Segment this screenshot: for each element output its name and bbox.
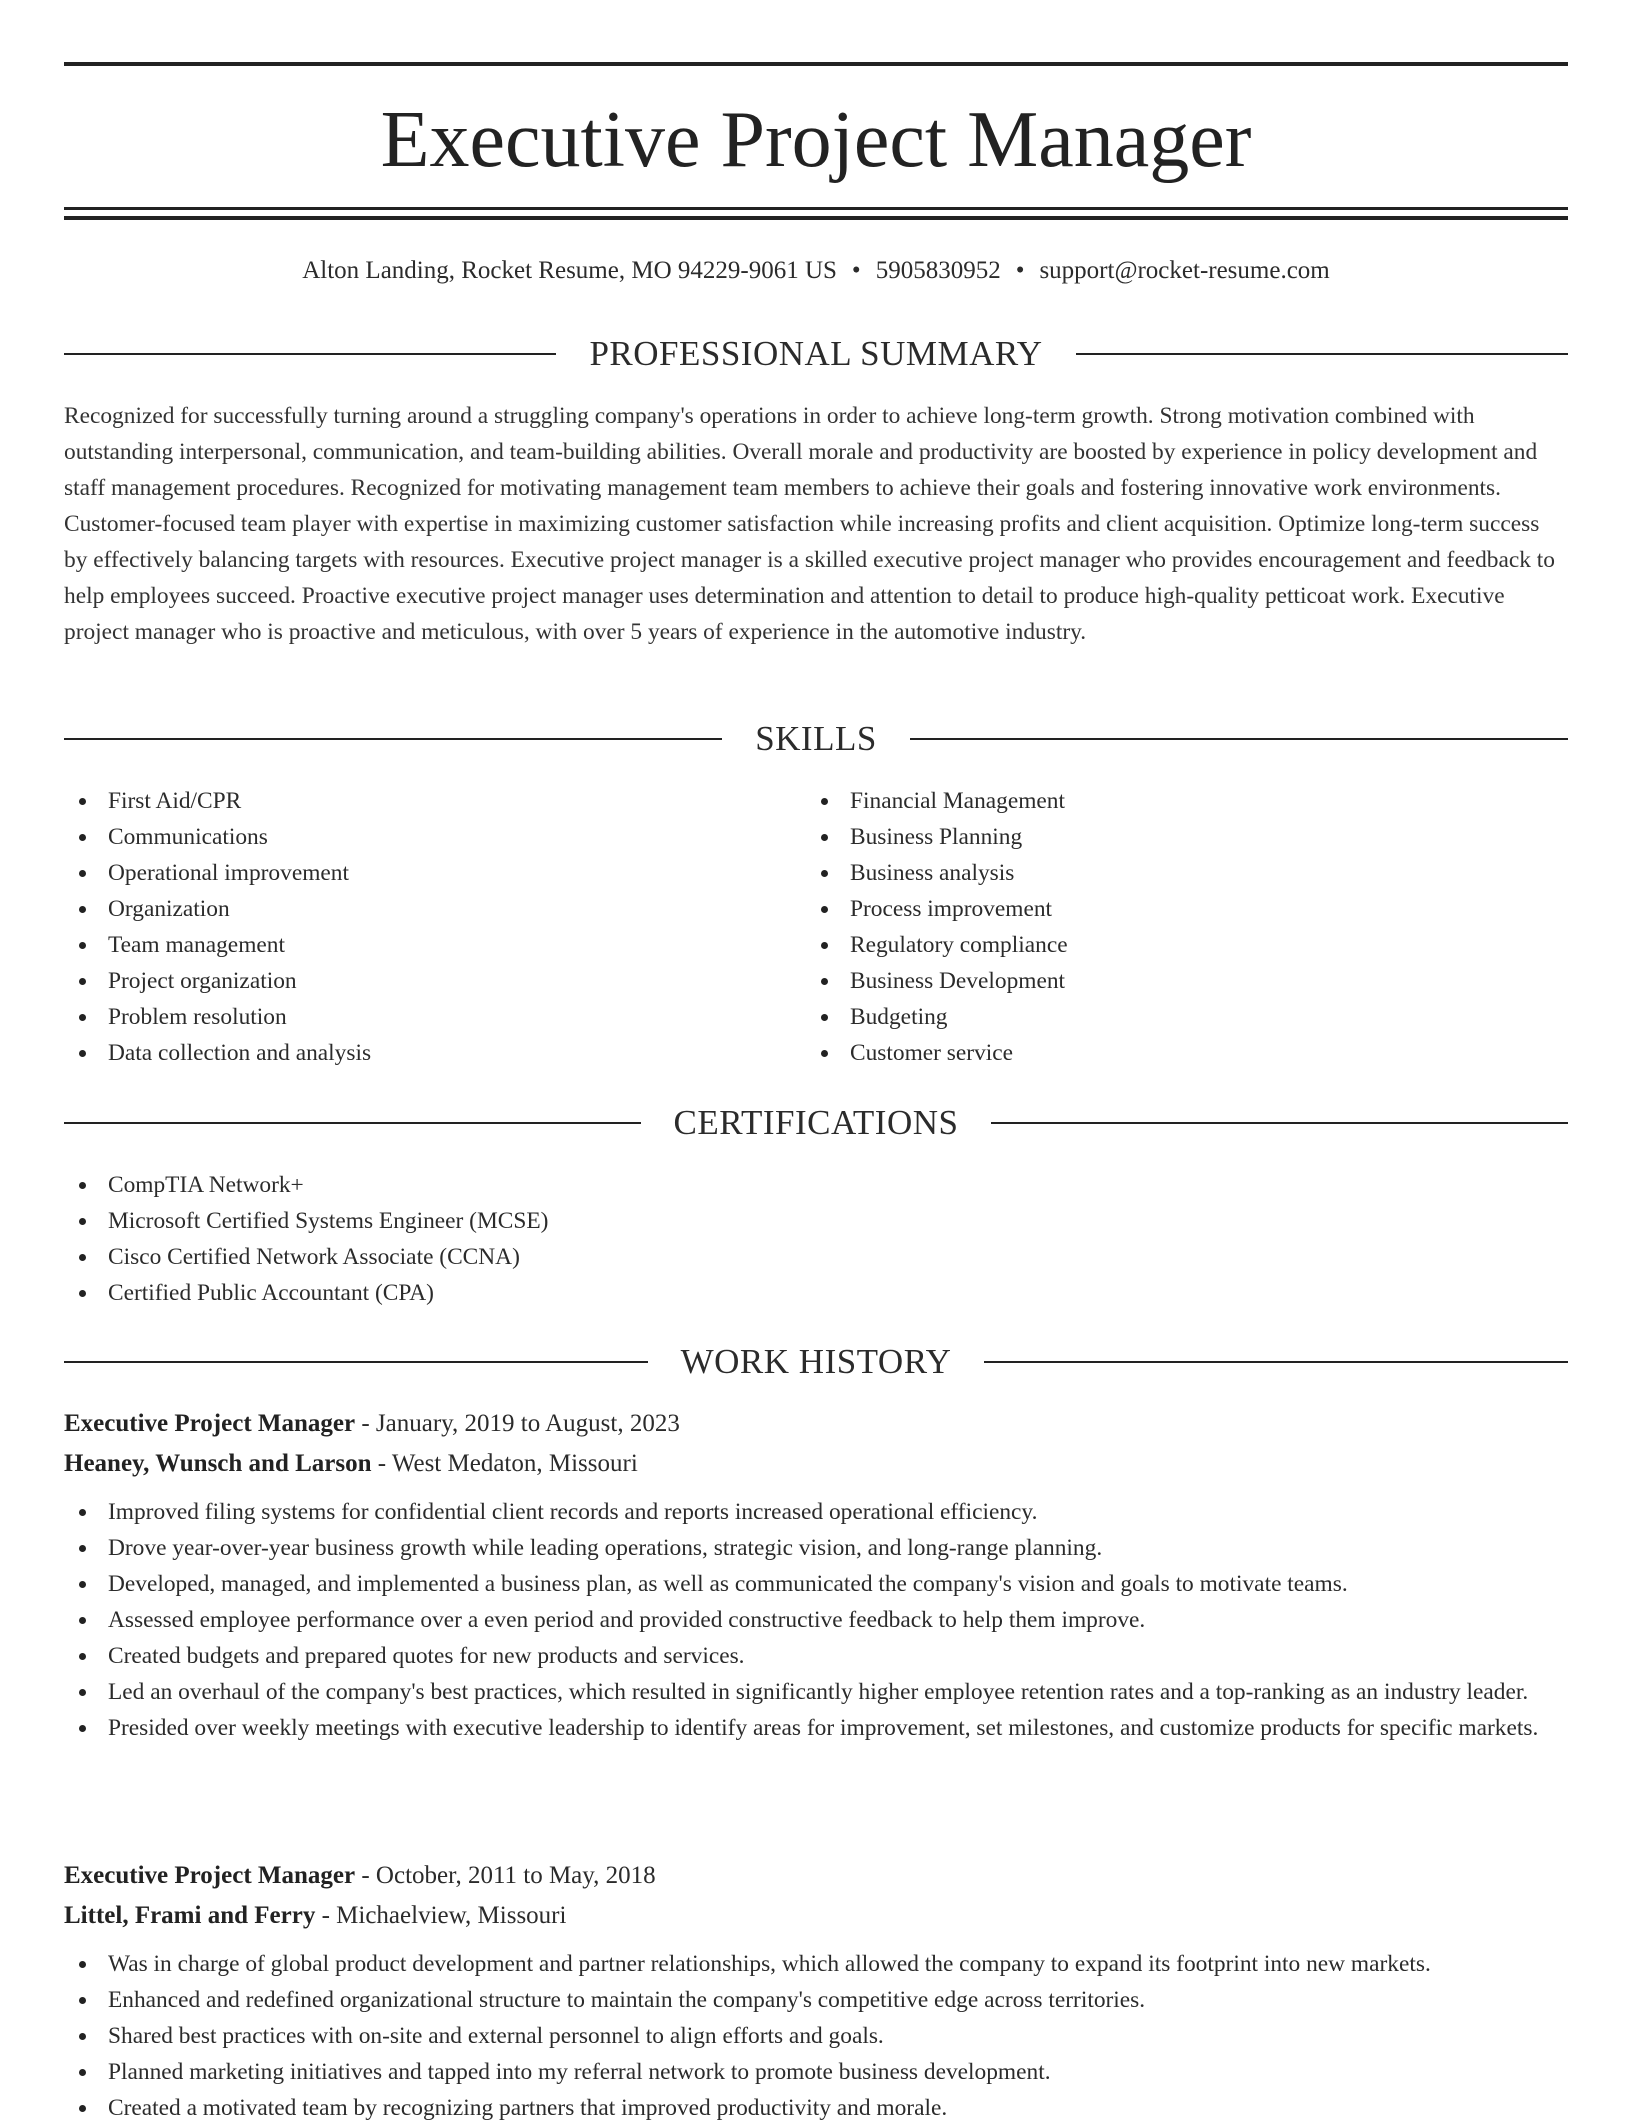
job-title-line [64,1856,1568,1896]
divider [64,1122,641,1124]
job-bullet-item: Led an overhaul of the company's best practices, which resulted in significantly higher employee retention rates and a top-ranking as an industry leader. [64,1674,1568,1710]
certification-item: Cisco Certified Network Associate (CCNA) [64,1239,1568,1275]
job-bullet-item: Shared best practices with on-site and external personnel to align efforts and goals. [64,2018,1568,2054]
job-bullets [64,1494,1568,1746]
job-bullet-item: Was in charge of global product development and partner relationships, which allowed the company to expand its footprint into new markets. [64,1946,1568,1982]
skills-list-left [64,783,764,1071]
job-bullets [64,1946,1568,2126]
job-bullet-item: Planned marketing initiatives and tapped into my referral network to promote business development. [64,2054,1568,2090]
divider [64,353,556,355]
skill-item: Operational improvement [64,855,764,891]
job-bullet-item: Drove year-over-year business growth while leading operations, strategic vision, and long-range planning. [64,1530,1568,1566]
skill-item: Regulatory compliance [806,927,1506,963]
job-bullet-item: Assessed employee performance over a even period and provided constructive feedback to help them improve. [64,1602,1568,1638]
job-dash: - [355,1410,376,1437]
job-company-line [64,1444,1568,1484]
job-dash: - [355,1862,376,1889]
job-location: Michaelview, Missouri [336,1902,567,1929]
skill-item: Team management [64,927,764,963]
job-dates: January, 2019 to August, 2023 [375,1410,680,1437]
skill-item: Budgeting [806,999,1506,1035]
skill-item: First Aid/CPR [64,783,764,819]
job-dates: October, 2011 to May, 2018 [375,1862,656,1889]
divider [910,738,1568,740]
job-location: West Medaton, Missouri [391,1450,638,1477]
section-header-skills [64,717,1568,761]
job-company: Littel, Frami and Ferry [64,1902,316,1929]
section-title-certifications: CERTIFICATIONS [673,1103,959,1142]
job-bullet-item: Improved filing systems for confidential client records and reports increased operational efficiency. [64,1494,1568,1530]
job-bullet-item: Created a motivated team by recognizing partners that improved productivity and morale. [64,2090,1568,2126]
contact-email: support@rocket-resume.com [1039,257,1330,284]
section-header-certifications [64,1101,1568,1145]
job-title: Executive Project Manager [64,1410,356,1437]
divider [64,1361,648,1363]
job-title-line [64,1404,1568,1444]
skill-item: Data collection and analysis [64,1035,764,1071]
certifications-list [64,1167,1568,1311]
job-bullet-item: Developed, managed, and implemented a business plan, as well as communicated the company's vision and goals to motivate teams. [64,1566,1568,1602]
section-title-summary: PROFESSIONAL SUMMARY [589,334,1043,373]
page-title: Executive Project Manager [380,96,1252,184]
certification-item: Microsoft Certified Systems Engineer (MCSE) [64,1203,1568,1239]
section-header-summary [64,332,1568,376]
job-title: Executive Project Manager [64,1862,356,1889]
job-bullet-item: Created budgets and prepared quotes for new products and services. [64,1638,1568,1674]
skill-item: Project organization [64,963,764,999]
divider [991,1122,1568,1124]
section-title-skills: SKILLS [755,719,877,758]
divider [64,738,722,740]
top-rule [64,62,1568,66]
job-company-line [64,1896,1568,1936]
skills-list-right [806,783,1506,1071]
skill-item: Customer service [806,1035,1506,1071]
skill-item: Organization [64,891,764,927]
job-bullet-item: Enhanced and redefined organizational structure to maintain the company's competitive edge across territories. [64,1982,1568,2018]
certification-item: Certified Public Accountant (CPA) [64,1275,1568,1311]
skill-item: Problem resolution [64,999,764,1035]
contact-line [64,254,1568,288]
certification-item: CompTIA Network+ [64,1167,1568,1203]
title-double-rule [64,207,1568,220]
skill-item: Communications [64,819,764,855]
contact-phone: 5905830952 [875,257,1001,284]
job-dash: - [315,1902,337,1929]
job-company: Heaney, Wunsch and Larson [64,1450,372,1477]
job-bullet-item: Presided over weekly meetings with executive leadership to identify areas for improvement, set milestones, and customize products for specific markets. [64,1710,1568,1746]
skill-item: Financial Management [806,783,1506,819]
contact-separator: • [1015,257,1025,284]
job-dash: - [371,1450,392,1477]
divider [1076,353,1568,355]
skill-item: Business analysis [806,855,1506,891]
skill-item: Business Development [806,963,1506,999]
contact-separator: • [851,257,861,284]
skill-item: Business Planning [806,819,1506,855]
job-entry [64,1404,1568,1746]
skill-item: Process improvement [806,891,1506,927]
divider [984,1361,1568,1363]
section-header-work-history [64,1340,1568,1384]
summary-text: Recognized for successfully turning around a struggling company's operations in order to achieve long-term growth. Strong motivation combined with outstanding interpersonal, communication, and team-building abilities. Overall morale and productivity are boosted by experience in policy development and staff management procedures. Recognized for motivating management team members to achieve their goals and fostering innovative work environments. Customer-focused team player with expertise in maximizing customer satisfaction while increasing profits and client acquisition. Optimize long-term success by effectively balancing targets with resources. Executive project manager is a skilled executive project manager who provides encouragement and feedback to help employees succeed. Proactive executive project manager uses determination and attention to detail to produce high-quality petticoat work. Executive project manager who is proactive and meticulous, with over 5 years of experience in the automotive industry. [64,403,1555,645]
contact-address: Alton Landing, Rocket Resume, MO 94229-9061 US [302,257,837,284]
job-entry [64,1856,1568,2126]
section-title-work-history: WORK HISTORY [680,1342,952,1381]
